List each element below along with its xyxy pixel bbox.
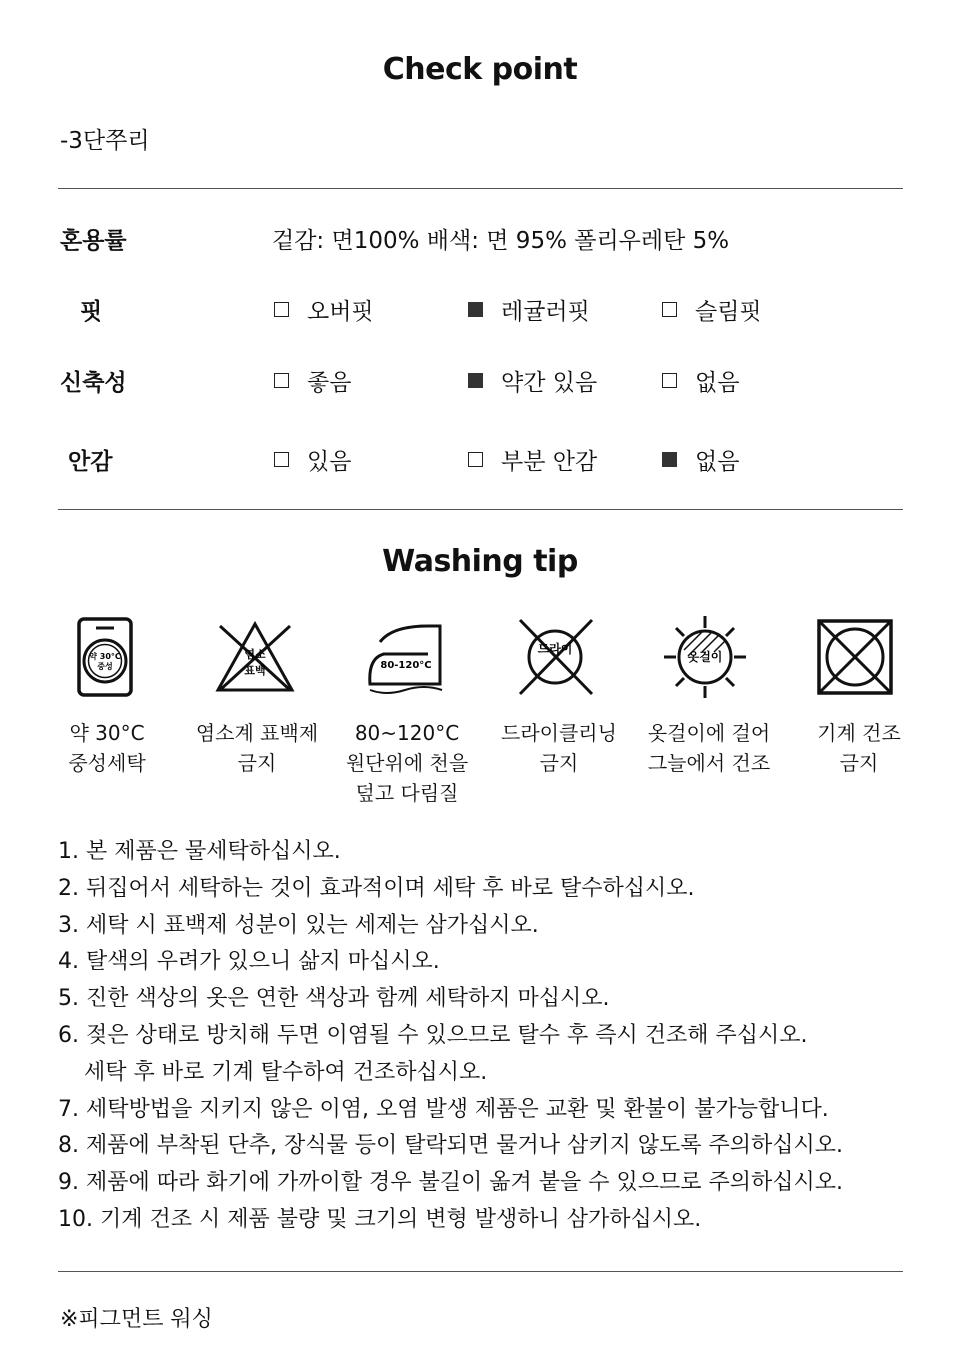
option-label: 부분 안감 [501, 449, 598, 475]
option-label: 있음 [307, 449, 352, 475]
blend-label: 혼용률 [60, 228, 127, 254]
divider [58, 188, 903, 189]
icon-text: 옷걸이 [687, 650, 723, 664]
lining-label: 안감 [68, 449, 113, 475]
wash-label-line: 원단위에 천을 [345, 751, 469, 775]
checkbox-icon [468, 452, 483, 467]
wash-label-line: 옷걸이에 걸어 [647, 721, 771, 745]
icon-text: 표백 [244, 664, 266, 677]
care-note: 10. 기계 건조 시 제품 불량 및 크기의 변형 발생하니 삼가하십시오. [58, 1206, 702, 1232]
wash-label-line: 드라이클리닝 [501, 721, 617, 745]
wash-label-line: 염소계 표백제 [195, 721, 319, 745]
divider [58, 509, 903, 510]
option-label: 없음 [695, 370, 740, 396]
checkbox-icon [662, 452, 677, 467]
lining-option [274, 443, 351, 476]
hang-dry-shade-icon [662, 614, 748, 700]
wash-label [774, 718, 944, 778]
care-note: 1. 본 제품은 물세탁하십시오. [58, 839, 341, 864]
wash-label [172, 718, 342, 778]
wash-label [322, 718, 492, 808]
care-note: 9. 제품에 따라 화기에 가까이할 경우 불길이 옮겨 붙을 수 있으므로 주의하십시오. [58, 1170, 843, 1196]
wash-label-line: 기계 건조 [817, 721, 901, 745]
icon-text: 염소 [244, 648, 266, 661]
checkbox-icon [662, 373, 677, 388]
care-notes [58, 834, 938, 1239]
care-note: 3. 세탁 시 표백제 성분이 있는 세제는 삼가십시오. [58, 912, 539, 938]
checkbox-icon [662, 302, 677, 317]
icon-text: 드라이 [537, 642, 573, 656]
iron-icon [362, 614, 448, 700]
check-point-title: Check point [382, 52, 578, 87]
no-dry-clean-icon [512, 614, 598, 700]
blend-value: 겉감: 면100% 배색: 면 95% 폴리우레탄 5% [272, 228, 730, 254]
footer-note: ※피그먼트 워싱 [60, 1307, 213, 1332]
icon-text: 80-120°C [380, 660, 432, 671]
option-label: 슬림핏 [695, 299, 762, 325]
wash-label-line: 그늘에서 건조 [647, 751, 771, 775]
wash-label-line: 덮고 다림질 [355, 781, 459, 805]
stretch-option [274, 364, 351, 397]
washing-machine-icon [62, 614, 148, 700]
option-label: 없음 [695, 449, 740, 475]
fit-option [468, 293, 590, 326]
care-note: 6. 젖은 상태로 방치해 두면 이염될 수 있으므로 탈수 후 즉시 건조해 주십시오. [58, 1022, 808, 1048]
care-note: 7. 세탁방법을 지키지 않은 이염, 오염 발생 제품은 교환 및 환불이 불가능합니다. [58, 1096, 829, 1122]
wash-label [624, 718, 794, 778]
washing-tip-title: Washing tip [382, 544, 578, 579]
lining-option [662, 443, 739, 476]
care-note: 세탁 후 바로 기계 탈수하여 건조하십시오. [84, 1059, 488, 1085]
fit-option [662, 293, 762, 326]
care-note: 8. 제품에 부착된 단추, 장식물 등이 탈락되면 물거나 삼키지 않도록 주의하십시오. [58, 1133, 843, 1159]
wash-label-line: 금지 [839, 751, 879, 775]
stretch-option [468, 364, 597, 397]
checkbox-icon [274, 373, 289, 388]
care-note: 2. 뒤집어서 세탁하는 것이 효과적이며 세탁 후 바로 탈수하십시오. [58, 875, 695, 901]
wash-label-line: 약 30°C [69, 721, 145, 745]
wash-label-line: 금지 [237, 751, 277, 775]
option-label: 오버핏 [307, 299, 374, 325]
no-tumble-dry-icon [812, 614, 898, 700]
option-label: 레귤러핏 [501, 299, 590, 325]
option-label: 약간 있음 [501, 370, 598, 396]
wash-label-line: 금지 [539, 751, 579, 775]
icon-text: 중성 [97, 662, 113, 671]
wash-label-line: 중성세탁 [68, 751, 146, 775]
checkbox-icon [468, 373, 483, 388]
care-note: 4. 탈색의 우려가 있으니 삶지 마십시오. [58, 949, 440, 975]
checkbox-icon [468, 302, 483, 317]
fit-option [274, 293, 374, 326]
product-subtitle: -3단쭈리 [60, 128, 150, 154]
fit-label: 핏 [80, 299, 103, 325]
stretch-label: 신축성 [60, 370, 127, 396]
option-label: 좋음 [307, 370, 352, 396]
icon-text: 약 30°C [89, 652, 121, 661]
checkbox-icon [274, 302, 289, 317]
no-bleach-icon [212, 614, 298, 700]
care-note: 5. 진한 색상의 옷은 연한 색상과 함께 세탁하지 마십시오. [58, 986, 610, 1012]
divider [58, 1271, 903, 1272]
wash-label [474, 718, 644, 778]
wash-label-line: 80~120°C [354, 721, 460, 745]
checkbox-icon [274, 452, 289, 467]
lining-option [468, 443, 597, 476]
stretch-option [662, 364, 739, 397]
wash-label [22, 718, 192, 778]
